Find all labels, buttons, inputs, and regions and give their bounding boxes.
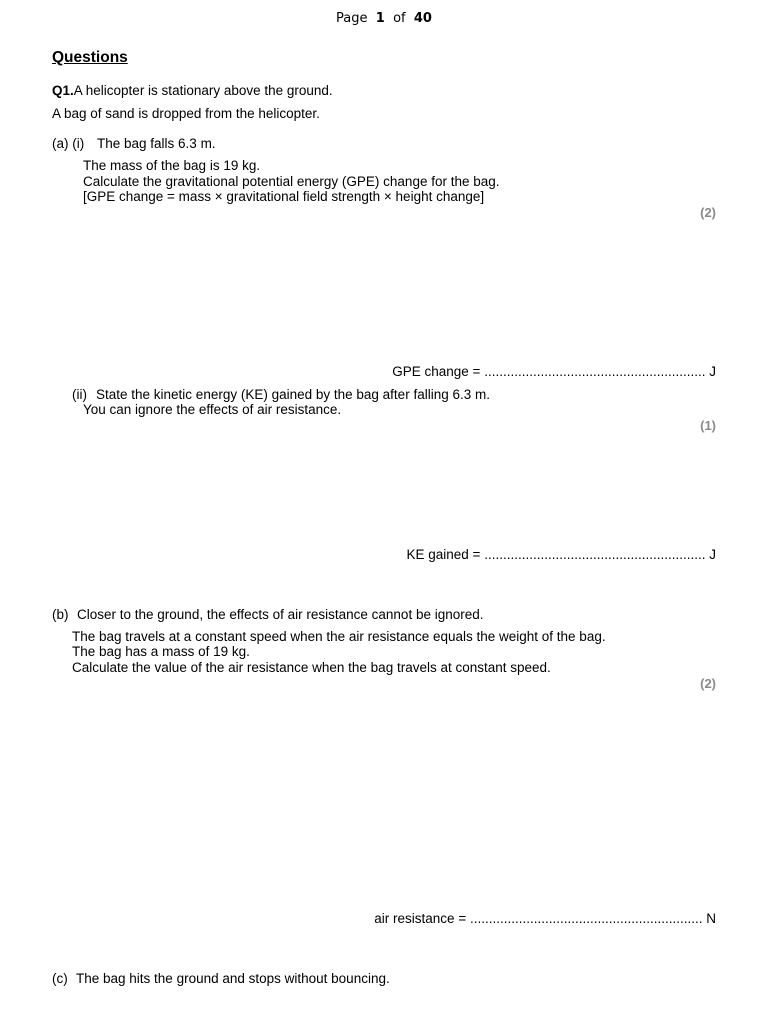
part-a-ii-marks: (1)	[700, 418, 716, 433]
part-b-marks: (2)	[700, 676, 716, 691]
page-word: Page	[336, 11, 368, 26]
air-resistance-answer-dots: ..............................................................	[469, 911, 703, 926]
of-word: of	[393, 11, 406, 26]
part-a-ii-text: State the kinetic energy (KE) gained by the bag after falling 6.3 m.	[96, 387, 490, 402]
part-a-i-line-2: Calculate the gravitational potential energy (GPE) change for the bag.	[83, 174, 500, 189]
gpe-answer-line[interactable]	[392, 364, 716, 379]
gpe-answer-dots: ...........................................................	[484, 364, 706, 379]
page-header	[0, 11, 768, 26]
part-a-i-marks: (2)	[700, 205, 716, 220]
questions-heading: Questions	[52, 49, 128, 66]
gpe-answer-label: GPE change =	[392, 364, 485, 379]
part-a-i-text: The bag falls 6.3 m.	[97, 136, 216, 151]
q1-label: Q1.	[52, 83, 74, 98]
part-a-ii-label: (ii)	[72, 387, 87, 402]
part-b-label: (b)	[52, 607, 69, 622]
page-number: 1	[375, 11, 385, 26]
q1-intro-line-1	[52, 83, 333, 98]
part-a-i-line-3: [GPE change = mass × gravitational field strength × height change]	[83, 189, 485, 204]
air-resistance-answer-line[interactable]	[374, 911, 716, 926]
part-a-i-line-1: The mass of the bag is 19 kg.	[83, 158, 261, 173]
part-b-line-2: The bag has a mass of 19 kg.	[72, 644, 250, 659]
ke-answer-label: KE gained =	[406, 547, 485, 562]
page-total: 40	[413, 11, 432, 26]
gpe-answer-unit: J	[705, 364, 716, 379]
air-resistance-answer-unit: N	[702, 911, 716, 926]
part-a-ii-line-1: You can ignore the effects of air resistance.	[83, 402, 342, 417]
part-b-line-3: Calculate the value of the air resistance when the bag travels at constant speed.	[72, 660, 551, 675]
part-c-label: (c)	[52, 971, 68, 986]
ke-answer-dots: ...........................................................	[484, 547, 706, 562]
part-a-i-label: (a) (i)	[52, 136, 85, 151]
part-b-text: Closer to the ground, the effects of air resistance cannot be ignored.	[77, 607, 484, 622]
ke-answer-unit: J	[705, 547, 716, 562]
air-resistance-answer-label: air resistance =	[374, 911, 470, 926]
part-b-line-1: The bag travels at a constant speed when the air resistance equals the weight of the bag.	[72, 629, 606, 644]
ke-answer-line[interactable]	[407, 547, 717, 562]
part-c-text: The bag hits the ground and stops without bouncing.	[76, 971, 390, 986]
q1-intro-2: A bag of sand is dropped from the helicopter.	[52, 106, 320, 121]
q1-intro-1: A helicopter is stationary above the ground.	[73, 83, 333, 98]
